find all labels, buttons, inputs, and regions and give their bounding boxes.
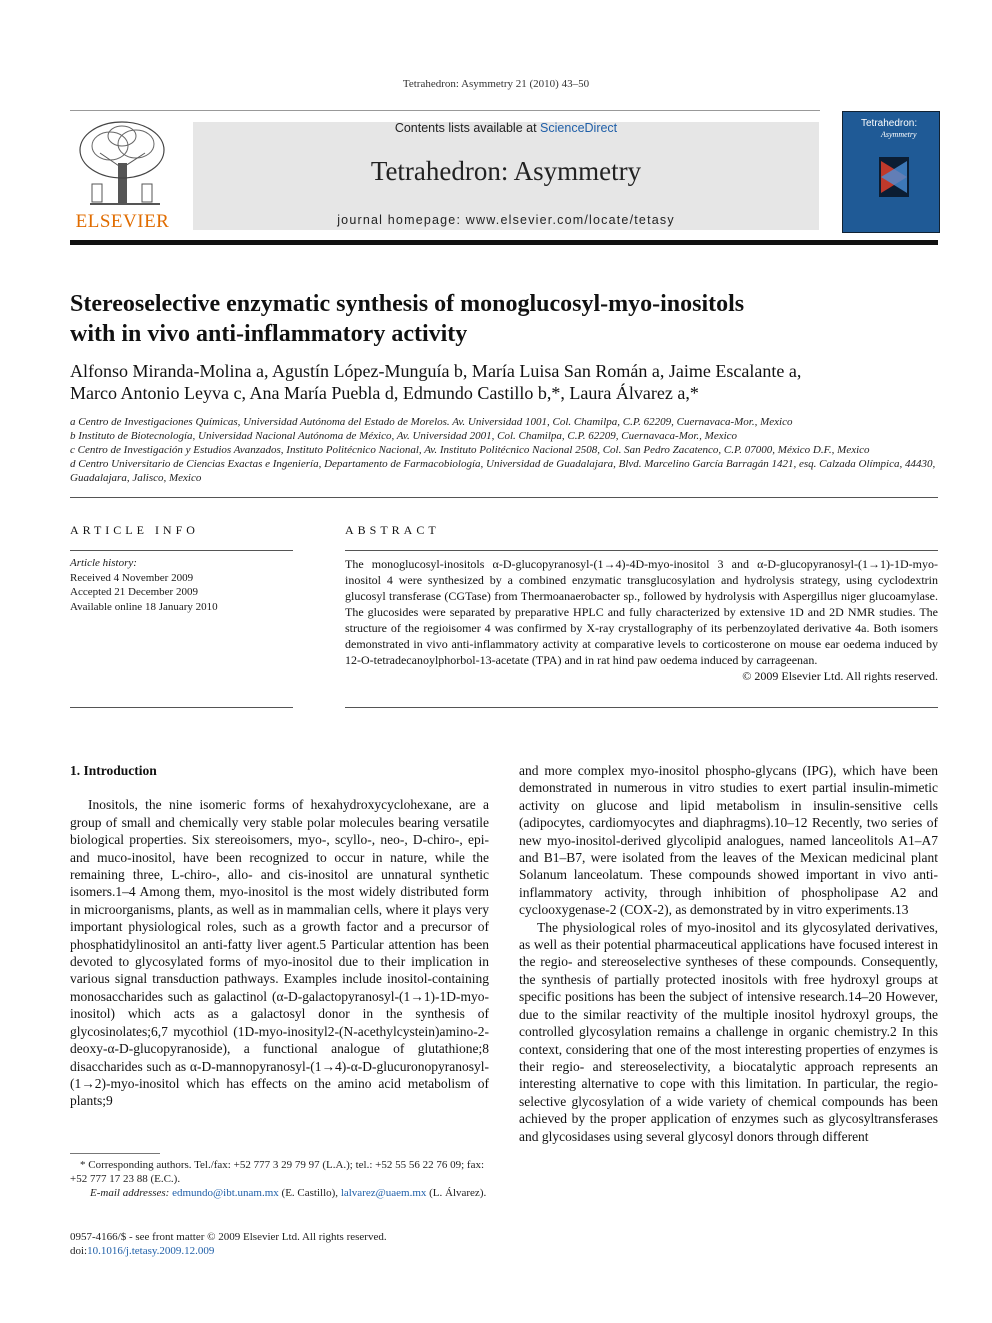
abstract-body — [345, 556, 938, 684]
elsevier-logo — [70, 118, 180, 233]
article-title — [70, 289, 930, 349]
contents-prefix: Contents lists available at — [394, 121, 537, 135]
cover-subtitle: Asymmetry — [881, 130, 917, 139]
affiliations — [70, 415, 938, 485]
email-castillo-link[interactable]: edmundo@ibt.unam.mx — [172, 1187, 279, 1199]
affiliation-d: d Centro Universitario de Ciencias Exactas e Ingeniería, Departamento de Farmacobiología, Universidad de Guadalajara, Blvd. Marcelino García Barragán 1421, esq. Calzada Olímpica, 44430, Guadalajara, Jalisco, Mexico — [70, 458, 936, 484]
header-rule — [70, 240, 938, 245]
elsevier-tree-icon — [70, 118, 175, 208]
intro-paragraph-1-cont: and more complex myo-inositol phospho-glycans (IPG), which have been demonstrated in numerous in vitro studies to exert partial insulin-mimetic activity on glucose and lipid metabolism in insulin-sensitive cells (adipocytes, cardiomyocytes and diaphragms).10–12 Recently, two series of new myo-inositol-derived glycolipid analogues, named lanceolitols A1–A7 and B1–B7, were isolated from the leaves of the Mexican medicinal plant Solanum lanceolatum. These compounds showed important in vivo anti-inflammatory activity, through inhibition of phospholipase A2 and cyclooxygenase-2 (COX-2), as demonstrated by in vitro experiments.13 — [519, 763, 938, 918]
abstract-copyright: © 2009 Elsevier Ltd. All rights reserved. — [742, 669, 938, 683]
sciencedirect-link[interactable]: ScienceDirect — [540, 121, 618, 135]
abstract-rule-top — [345, 550, 938, 551]
online-date: Available online 18 January 2010 — [70, 600, 218, 613]
info-rule-bottom — [70, 707, 293, 708]
accepted-date: Accepted 21 December 2009 — [70, 586, 198, 598]
cover-graphic-icon — [879, 157, 909, 197]
elsevier-wordmark: ELSEVIER — [75, 211, 170, 232]
publication-info — [70, 1230, 550, 1258]
issn-line: 0957-4166/$ - see front matter © 2009 Elsevier Ltd. All rights reserved. — [70, 1231, 387, 1243]
received-date: Received 4 November 2009 — [70, 571, 194, 584]
journal-cover-image — [842, 111, 940, 233]
article-info-heading: ARTICLE INFO — [70, 523, 199, 537]
article-history — [70, 556, 293, 614]
footnotes — [70, 1158, 489, 1200]
affiliation-b: b Instituto de Biotecnología, Universidad Nacional Autónoma de México, Av. Universidad 2001, Col. Chamilpa, C.P. 62209, Cuernavaca-Mor., Mexico — [70, 430, 738, 442]
email-alvarez-link[interactable]: lalvarez@uaem.mx — [340, 1187, 427, 1199]
intro-paragraph-2: The physiological roles of myo-inositol and its glycosylated derivatives, as well as their potential pharmaceutical applications have focused interest in the regio- and stereoselective syntheses of these compounds. Consequently, the synthesis of partially protected inositols with free hydroxyl groups at specific positions has been the subject of intensive research.14–20 However, due to the similar reactivity of the multiple inositol hydroxyl groups, the controlled glycosylation remains a challenge in organic chemistry.2 In this context, considering that one of the most interesting properties of enzymes is their regio- and stereoselectivity, a biocatalytic approach represents an interesting alternative to cope with this limitation. In particular, the regio-selective glycosylation of a wide variety of chemical compounds has been achieved by the proper application of enzymes such as glycosyltransferases and glycosidases using several glycosyl donors through different — [519, 919, 938, 1144]
affiliation-c: c Centro de Investigación y Estudios Avanzados, Instituto Politécnico Nacional, Av. Instituto Politécnico Nacional 2508, Col. San Pedro Zacatenco, C.P. 07000, México D.F., Mexico — [70, 444, 870, 456]
authors-line-2: Marco Antonio Leyva c, Ana María Puebla d, Edmundo Castillo b,*, Laura Álvarez a,* — [70, 383, 699, 403]
intro-paragraph-1: Inositols, the nine isomeric forms of hexahydroxycyclohexane, are a group of small and chemically very stable polar molecules bearing versatile biological properties. Six stereoisomers, myo-, scyllo-, neo-, D-chiro-, epi- and muco-inositol, have been recognized to occur in nature, while the remaining three, L-chiro-, allo- and cis-inositol are unnatural synthetic isomers.1–4 Among them, myo-inositol is the most widely distributed form in microorganisms, plants, as well as in mammalian cells, where it plays very important physiological roles, such as a growth factor and a precursor of phosphatidylinositol an anti-fatty liver agent.5 Particular attention has been devoted to glycosylated forms of myo-inositol due to their implication in various signal transduction pathways. Examples include inositol-containing monosaccharides such as galactinol (α-D-galactopyranosyl-(1→1)-1D-myo-inositol) which acts as a galactosyl donor in the synthesis of glycosinolates;6,7 mycothiol (1D-myo-inosityl2-(N-acethylcystein)amino-2-deoxy-α-D-glucopyranoside), a functional analogue of glutathione;8 disaccharides such as α-D-mannopyranosyl-(1→4)-α-D-glucuronopyranosyl-(1→2)-myo-inositol which has effects on the amino acid metabolism of plants;9 — [70, 797, 489, 1109]
abstract-rule-bottom — [345, 707, 938, 708]
journal-homepage[interactable]: journal homepage: www.elsevier.com/locate/tetasy — [337, 213, 675, 227]
email-castillo-owner: (E. Castillo), — [281, 1187, 339, 1199]
author-list — [70, 360, 930, 404]
contents-line — [193, 121, 819, 135]
doi-link[interactable]: 10.1016/j.tetasy.2009.12.009 — [87, 1245, 215, 1257]
footnote-rule — [70, 1153, 160, 1154]
body-right-column — [519, 762, 938, 1145]
banner-top-rule — [70, 110, 820, 111]
journal-citation: Tetrahedron: Asymmetry 21 (2010) 43–50 — [402, 78, 590, 90]
info-rule-top — [70, 550, 293, 551]
journal-title: Tetrahedron: Asymmetry — [370, 156, 642, 186]
email-addresses — [70, 1186, 489, 1200]
title-line-2: with in vivo anti-inflammatory activity — [70, 321, 468, 347]
email-alvarez-owner: (L. Álvarez). — [429, 1187, 487, 1199]
authors-line-1: Alfonso Miranda-Molina a, Agustín López-Munguía b, María Luisa San Román a, Jaime Escalante a, — [70, 361, 802, 381]
email-label: E-mail addresses: — [90, 1187, 170, 1199]
affiliation-rule — [70, 497, 938, 498]
corresponding-authors: * Corresponding authors. Tel./fax: +52 777 3 29 79 97 (L.A.); tel.: +52 55 56 22 76 09; fax: +52 777 17 23 88 (E.C.). — [70, 1159, 485, 1185]
cover-title: Tetrahedron: — [861, 118, 918, 129]
affiliation-a: a Centro de Investigaciones Químicas, Universidad Autónoma del Estado de Morelos. Av. Universidad 1001, Col. Chamilpa, C.P. 62209, Cuernavaca-Mor., Mexico — [70, 416, 793, 428]
doi-label: doi: — [70, 1245, 88, 1257]
body-left-column — [70, 762, 489, 1110]
abstract-text: The monoglucosyl-inositols α-D-glucopyranosyl-(1→4)-4D-myo-inositol 3 and α-D-glucopyranosyl-(1→1)-1D-myo-inositol 4 were synthesized by a combined enzymatic transglucosylation and hydrolysis strategy, using cyclodextrin glucosyl transferase (CGTase) from Thermoanaerobacter sp., followed by hydrolysis with Aspergillus niger glucoamylase. The glucosides were separated by preparative HPLC and fully characterized by extensive 1D and 2D NMR studies. The structure of the regioisomer 4 was confirmed by X-ray crystallography of its perbenzoylated derivative 4a. Both isomers demonstrated in vivo anti-inflammatory activity at comparative levels to corticosterone on mouse ear oedema induced by 12-O-tetradecanoylphorbol-13-acetate (TPA) and in rat hind paw oedema induced by carrageenan. — [345, 557, 938, 667]
doi-line — [70, 1244, 550, 1258]
history-label: Article history: — [70, 557, 137, 569]
section-heading-introduction: 1. Introduction — [70, 763, 157, 778]
title-line-1: Stereoselective enzymatic synthesis of monoglucosyl-myo-inositols — [70, 291, 745, 317]
abstract-heading: ABSTRACT — [345, 523, 440, 537]
